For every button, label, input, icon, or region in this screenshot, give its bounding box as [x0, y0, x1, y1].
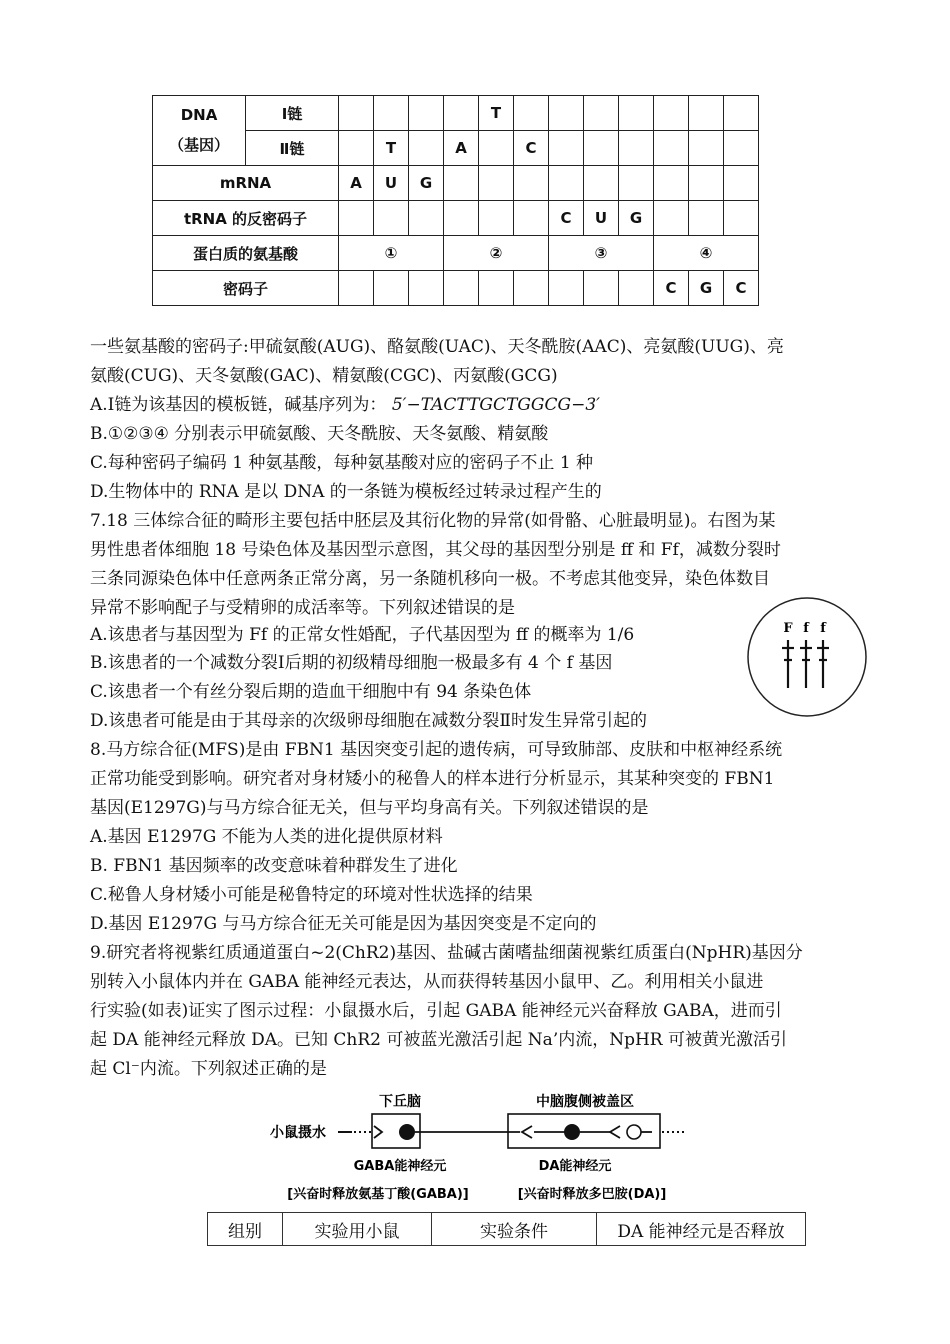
text-line: 男性患者体细胞 18 号染色体及基因型示意图，其父母的基因型分别是 ff 和 Ff，减数分裂时: [90, 540, 781, 560]
chromosome-figure: [746, 596, 868, 718]
trna-cell: [689, 201, 724, 236]
option-d: D.该患者可能是由于其母亲的次级卵母细胞在减数分裂Ⅱ时发生异常引起的: [90, 711, 647, 731]
experiment-table: [207, 1212, 806, 1246]
mrna-label: mRNA: [153, 166, 339, 201]
amino-cell: ①: [339, 236, 444, 271]
chain2-cell: C: [514, 131, 549, 166]
gaba-neuron-label: GABA能神经元: [353, 1159, 447, 1174]
chain2-cell: [584, 131, 619, 166]
dna-label: DNA （基因）: [153, 96, 246, 166]
gene-label: f: [820, 621, 826, 636]
trna-label: tRNA 的反密码子: [153, 201, 339, 236]
codon-cell: C: [724, 271, 759, 306]
mrna-cell: G: [409, 166, 444, 201]
da-release-label: [兴奋时释放多巴胺(DA)]: [517, 1187, 667, 1202]
question-9: 9.研究者将视紫红质通道蛋白~2(ChR2)基因、盐碱古菌嗜盐细菌视紫红质蛋白(NpHR)基因分: [90, 943, 803, 963]
chain2-cell: [549, 131, 584, 166]
text-line: 一些氨基酸的密码子:甲硫氨酸(AUG)、酪氨酸(UAC)、天冬酰胺(AAC)、亮氨酸(UUG)、亮: [90, 337, 784, 357]
codon-cell: [549, 271, 584, 306]
chain1-cell: [374, 96, 409, 131]
mrna-cell: [654, 166, 689, 201]
chain1-cell: [444, 96, 479, 131]
trna-cell: C: [549, 201, 584, 236]
codon-cell: G: [689, 271, 724, 306]
gaba-neuron-body: [399, 1124, 415, 1140]
chain2-cell: [409, 131, 444, 166]
text-line: 异常不影响配子与受精卵的成活率等。下列叙述错误的是: [90, 598, 515, 618]
amino-label: 蛋白质的氨基酸: [153, 236, 339, 271]
gaba-release-label: [兴奋时释放氨基丁酸(GABA)]: [287, 1187, 469, 1202]
chain1-label: Ⅰ链: [246, 96, 339, 131]
chain1-cell: [514, 96, 549, 131]
mrna-cell: [584, 166, 619, 201]
amino-cell: ③: [549, 236, 654, 271]
question-8: 8.马方综合征(MFS)是由 FBN1 基因突变引起的遗传病，可导致肺部、皮肤和中枢神经系统: [90, 740, 783, 760]
chain1-cell: [724, 96, 759, 131]
sequence: 5′−TACTTGCTGGCG−3′: [391, 395, 601, 415]
option-d: D.生物体中的 RNA 是以 DNA 的一条链为模板经过转录过程产生的: [90, 482, 602, 502]
da-neuron-label: DA能神经元: [538, 1159, 612, 1174]
table-header-row: [208, 1213, 806, 1246]
chain1-cell: [619, 96, 654, 131]
codon-cell: [584, 271, 619, 306]
trna-cell: [374, 201, 409, 236]
header-cell: DA 能神经元是否释放: [597, 1213, 806, 1246]
gene-label: f: [803, 621, 809, 636]
chain1-cell: [339, 96, 374, 131]
trna-cell: G: [619, 201, 654, 236]
da-neuron-body: [564, 1124, 580, 1140]
chain1-cell: [409, 96, 444, 131]
chain1-cell: [584, 96, 619, 131]
mrna-cell: [444, 166, 479, 201]
question-7: 7.18 三体综合征的畸形主要包括中胚层及其衍化物的异常(如骨骼、心脏最明显)。右图为某: [90, 511, 776, 531]
trna-cell: [724, 201, 759, 236]
gene-table: [152, 95, 759, 306]
codon-cell: [619, 271, 654, 306]
amino-cell: ②: [444, 236, 549, 271]
text-line: 起 Cl⁻内流。下列叙述正确的是: [90, 1059, 327, 1079]
chain2-cell: [724, 131, 759, 166]
codon-cell: [339, 271, 374, 306]
gene-label: F: [783, 621, 793, 636]
codon-cell: [479, 271, 514, 306]
codon-cell: [374, 271, 409, 306]
text-line: 三条同源染色体中任意两条正常分离，另一条随机移向一极。不考虑其他变异，染色体数目: [90, 569, 770, 589]
mrna-cell: U: [374, 166, 409, 201]
option-d: D.基因 E1297G 与马方综合征无关可能是因为基因突变是不定向的: [90, 914, 597, 934]
chain1-cell: [689, 96, 724, 131]
chain1-cell: T: [479, 96, 514, 131]
header-cell: 实验用小鼠: [283, 1213, 432, 1246]
codon-cell: [444, 271, 479, 306]
codon-cell: [514, 271, 549, 306]
option-b: B. FBN1 基因频率的改变意味着种群发生了进化: [90, 856, 458, 876]
chain2-cell: [654, 131, 689, 166]
codon-label: 密码子: [153, 271, 339, 306]
text-line: 氨酸(CUG)、天冬氨酸(GAC)、精氨酸(CGC)、丙氨酸(GCG): [90, 366, 558, 386]
mrna-cell: [549, 166, 584, 201]
chain2-cell: [339, 131, 374, 166]
text-line: 起 DA 能神经元释放 DA。已知 ChR2 可被蓝光激活引起 Na’内流，NpHR 可被黄光激活引: [90, 1030, 788, 1050]
chain2-cell: [619, 131, 654, 166]
trna-cell: [479, 201, 514, 236]
codon-cell: [409, 271, 444, 306]
chain2-cell: T: [374, 131, 409, 166]
chain1-cell: [654, 96, 689, 131]
mrna-cell: A: [339, 166, 374, 201]
trna-cell: [444, 201, 479, 236]
mrna-cell: [689, 166, 724, 201]
mrna-cell: [619, 166, 654, 201]
hypothalamus-label: 下丘脑: [379, 1094, 421, 1110]
amino-cell: ④: [654, 236, 759, 271]
pathway-diagram: [270, 1090, 690, 1208]
mrna-cell: [724, 166, 759, 201]
header-cell: 实验条件: [432, 1213, 597, 1246]
option-a: A.基因 E1297G 不能为人类的进化提供原材料: [90, 827, 443, 847]
mrna-cell: [514, 166, 549, 201]
mouse-drinks-label: 小鼠摄水: [270, 1125, 326, 1141]
text-line: 基因(E1297G)与马方综合征无关，但与平均身高有关。下列叙述错误的是: [90, 798, 649, 818]
option-a: A.该患者与基因型为 Ff 的正常女性婚配，子代基因型为 ff 的概率为 1/6: [90, 625, 635, 645]
vta-label: 中脑腹侧被盖区: [536, 1094, 634, 1110]
trna-cell: [409, 201, 444, 236]
option-a: [90, 395, 600, 415]
codon-cell: C: [654, 271, 689, 306]
chain2-label: Ⅱ链: [246, 131, 339, 166]
chain2-cell: [689, 131, 724, 166]
option-c: C.该患者一个有丝分裂后期的造血干细胞中有 94 条染色体: [90, 682, 532, 702]
trna-cell: [514, 201, 549, 236]
chromosomes: [782, 640, 829, 688]
trna-cell: [654, 201, 689, 236]
vta-box: [508, 1114, 660, 1148]
text-line: 行实验(如表)证实了图示过程：小鼠摄水后，引起 GABA 能神经元兴奋释放 GABA，进而引: [90, 1001, 782, 1021]
text-line: 别转入小鼠体内并在 GABA 能神经元表达，从而获得转基因小鼠甲、乙。利用相关小鼠进: [90, 972, 764, 992]
header-cell: 组别: [208, 1213, 283, 1246]
option-c: C.每种密码子编码 1 种氨基酸，每种氨基酸对应的密码子不止 1 种: [90, 453, 594, 473]
chain1-cell: [549, 96, 584, 131]
trna-cell: [339, 201, 374, 236]
chain2-cell: [479, 131, 514, 166]
chain2-cell: A: [444, 131, 479, 166]
option-b: B.①②③④ 分别表示甲硫氨酸、天冬酰胺、天冬氨酸、精氨酸: [90, 424, 549, 444]
trna-cell: U: [584, 201, 619, 236]
option-c: C.秘鲁人身材矮小可能是秘鲁特定的环境对性状选择的结果: [90, 885, 533, 905]
option-a-text: A.Ⅰ链为该基因的模板链，碱基序列为：: [90, 395, 387, 415]
text-line: 正常功能受到影响。研究者对身材矮小的秘鲁人的样本进行分析显示，其某种突变的 FBN1: [90, 769, 775, 789]
option-b: B.该患者的一个减数分裂Ⅰ后期的初级精母细胞一极最多有 4 个 f 基因: [90, 653, 613, 673]
mrna-cell: [479, 166, 514, 201]
